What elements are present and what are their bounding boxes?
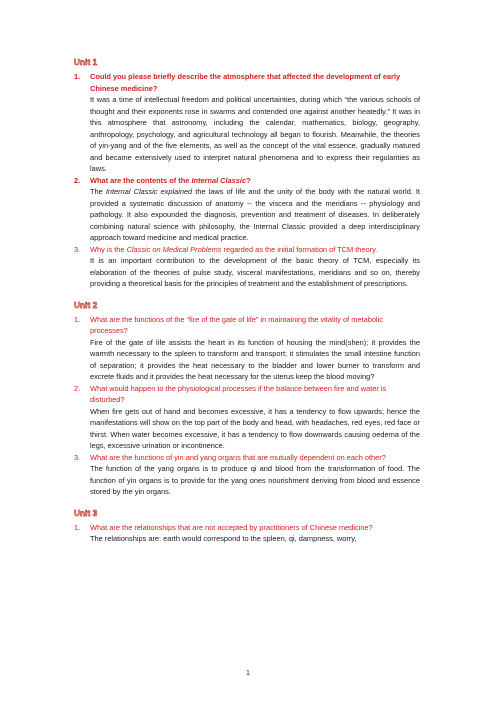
question-number: 1.: [74, 314, 81, 324]
question: [74, 175, 420, 187]
question: [74, 452, 420, 464]
question-number: 2.: [74, 175, 81, 185]
answer-text: It was a time of intellectual freedom and political uncertainties, during which “the various schools of thought and their exponents rose in swarms and contended one against another heatedly.” It was in this atmosphere that astronomy, including the calendar, mathematics, biology, geography, anthropology, psychology, and agricultural technology all began to flourish. Meanwhile, the theories of yin-yang and of the five elements, as well as the concept of the vital essence, gradually matured and became extensively used to interpret natural phenomena and to express their regularities as laws.: [90, 95, 420, 173]
unit-heading: Unit 1: [74, 58, 98, 67]
question-text: [90, 175, 420, 187]
book-title: Internal Classic: [191, 175, 247, 185]
unit-heading: Unit 3: [74, 508, 98, 518]
question-number: 1.: [74, 72, 81, 81]
question-text: What are the functions of yin and yang organs that are mutually dependent on each other?: [90, 452, 386, 462]
answer-text: The function of the yang organs is to produce qi and blood from the transformation of food. The function of yin organs is to provide for the yang ones nourishment deriving from blood and essence stored by the yin organs.: [90, 464, 420, 496]
book-title: Internal Classic explained: [105, 187, 193, 196]
answer-text-post: the laws of life and the unity of the body with the natural world. It provided a systematic discussion of anatomy -- the viscera and the meridians -- physiology and pathology. It also expounded the diagnosis, prevention and treatment of diseases. In deliberately combining natural science with philosophy, the Internal Classic provided a deep interdisciplinary approach toward medicine and medical practice.: [90, 187, 420, 242]
question-text: What are the relationships that are not accepted by practitioners of Chinese medicine?: [90, 522, 373, 532]
question-text-pre: Why is the: [90, 244, 127, 254]
question-text: [90, 244, 420, 256]
unit-heading: Unit 2: [74, 300, 98, 310]
question-number: 1.: [74, 522, 81, 532]
answer-text-pre: The: [90, 187, 106, 196]
question: [74, 244, 420, 256]
question: [74, 522, 420, 534]
book-title: Classic on Medical Problems: [126, 244, 222, 254]
question-text: Could you please briefly describe the atmosphere that affected the development of early Chinese medicine?: [90, 72, 401, 93]
answer-text: The relationships are: earth would correspond to the spleen, qi, dampness, worry,: [90, 534, 357, 543]
question-number: 2.: [74, 383, 81, 393]
question-number: 3.: [74, 452, 81, 462]
question-text: What are the functions of the “fire of the gate of life” in maintaining the vitality of metabolic processes?: [90, 314, 383, 335]
question-text-pre: What are the contents of the: [90, 175, 192, 185]
page-number: 1: [246, 670, 250, 677]
answer-text: Fire of the gate of life assists the heart in its function of housing the mind(shen); it provides the warmth necessary to the spleen to transform and transport; it stimulates the small intestine function of separation; it provides the heat necessary to the bladder and lower burner to transform and excrete fluids and it provides the heat necessary for the uterus keep the blood moving?: [90, 337, 420, 381]
question-text-post: regarded as the initial formation of TCM theory.: [221, 244, 378, 254]
question-number: 3.: [74, 244, 81, 254]
question: [74, 71, 420, 94]
answer-text: [90, 186, 420, 244]
question-text-post: ?: [246, 175, 251, 185]
question: [74, 314, 420, 337]
answer-text: When fire gets out of hand and becomes excessive, it has a tendency to flow upwards; hence the manifestations will show on the top part of the body and head, with headaches, red eyes, red face or thirst. When water becomes excessive, it has a tendency to flow downwards causing oedema of the legs, excessive urination or incontinence.: [90, 406, 420, 450]
question-text: What would happen to the physiological processes if the balance between fire and water is disturbed?: [90, 383, 387, 404]
question: [74, 383, 420, 406]
answer-text: It is an important contribution to the development of the basic theory of TCM, especially its elaboration of the theories of pulse study, visceral manifestations, meridians and so on, thereby providing a theoretical basis for the principles of treatment and the establishment of prescriptions.: [90, 256, 420, 288]
document-body: [74, 58, 420, 545]
